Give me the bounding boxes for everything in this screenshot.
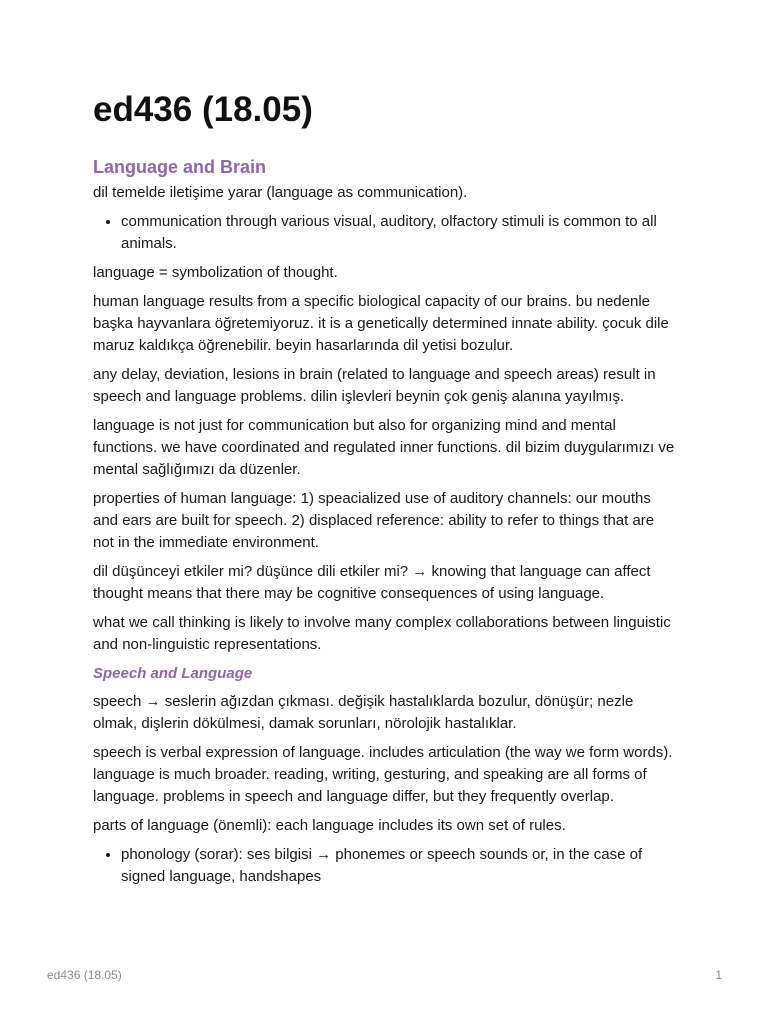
section-heading-speech-and-language: Speech and Language [93,665,253,682]
paragraph: language = symbolization of thought. [93,264,338,281]
paragraph: dil düşünceyi etkiler mi? düşünce dili etkiler mi? → knowing that language can affect thought means that there may be cognitive consequences of using language. [93,563,651,602]
bullet-list [93,211,678,255]
list-item: • communication through various visual, auditory, olfactory stimuli is common to all animals. [121,211,678,255]
paragraph: language is not just for communication but also for organizing mind and mental functions. we have coordinated and regulated inner functions. dil bizim duygularımızı ve mental sağlığımızı da düzenler. [93,417,675,478]
section-heading-language-and-brain: Language and Brain [93,157,267,177]
paragraph: parts of language (önemli): each language includes its own set of rules. [93,817,566,834]
paragraph: what we call thinking is likely to involve many complex collaborations between linguistic and non-linguistic representations. [93,614,671,653]
page-title: ed436 (18.05) [93,90,313,129]
paragraph: human language results from a specific biological capacity of our brains. bu nedenle başka hayvanlara öğretemiyoruz. it is a genetically determined innate ability. çocuk dile maruz kaldıkça öğrenebilir. beyin hasarlarında dil yetisi bozulur. [93,293,669,354]
document-page [93,88,678,895]
list-item: • phonology (sorar): ses bilgisi → phonemes or speech sounds or, in the case of signed language, handshapes [121,844,678,888]
bullet-list [93,844,678,888]
paragraph: speech is verbal expression of language. includes articulation (the way we form words). language is much broader. reading, writing, gesturing, and speaking are all forms of language. problems in speech and language differ, but they frequently overlap. [93,744,673,805]
paragraph: any delay, deviation, lesions in brain (related to language and speech areas) result in speech and language problems. dilin işlevleri beynin çok geniş alanına yayılmış. [93,366,656,405]
paragraph: properties of human language: 1) speacialized use of auditory channels: our mouths and ears are built for speech. 2) displaced reference: ability to refer to things that are not in the immediate environment. [93,490,655,551]
paragraph: speech → seslerin ağızdan çıkması. değişik hastalıklarda bozulur, dönüşür; nezle olmak, dişlerin dökülmesi, damak sorunları, nörolojik hastalıklar. [93,693,634,732]
footer-page-number: 1 [715,968,722,982]
paragraph: dil temelde iletişime yarar (language as communication). [93,184,468,201]
footer-document-title: ed436 (18.05) [47,968,122,982]
